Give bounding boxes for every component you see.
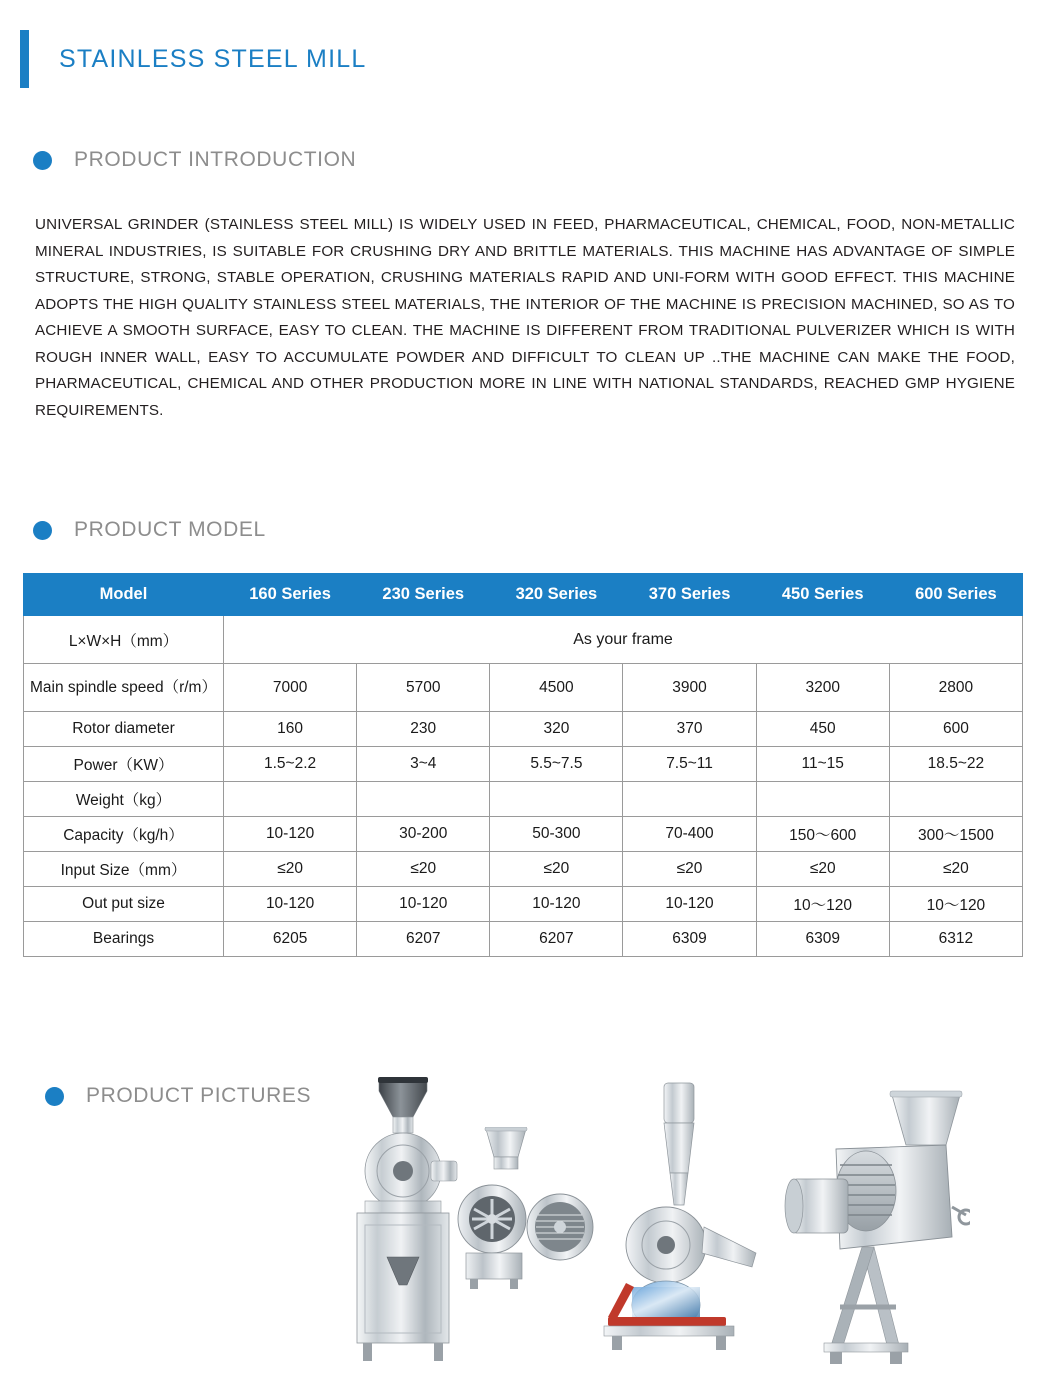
table-cell: 11~15	[756, 747, 889, 782]
section-heading-model	[33, 518, 266, 542]
table-cell: 30-200	[357, 817, 490, 852]
table-cell: 2800	[889, 664, 1022, 712]
table-header-cell: 160 Series	[224, 574, 357, 616]
table-cell: ≤20	[623, 852, 756, 887]
table-row	[24, 664, 1023, 712]
table-header-cell: 230 Series	[357, 574, 490, 616]
bullet-icon	[45, 1087, 64, 1106]
section-title-introduction: PRODUCT INTRODUCTION	[74, 148, 357, 171]
bullet-icon	[33, 521, 52, 540]
table-cell: ≤20	[889, 852, 1022, 887]
table-cell: ≤20	[224, 852, 357, 887]
table-cell: 6205	[224, 922, 357, 957]
table-cell: 6207	[490, 922, 623, 957]
table-row	[24, 817, 1023, 852]
section-heading-pictures	[45, 1084, 311, 1108]
table-cell: 230	[357, 712, 490, 747]
specification-table	[23, 573, 1023, 957]
row-label: Bearings	[24, 922, 224, 957]
page-title: STAINLESS STEEL MILL	[59, 44, 367, 73]
table-cell: ≤20	[357, 852, 490, 887]
table-cell	[224, 782, 357, 817]
table-cell: 7.5~11	[623, 747, 756, 782]
table-cell: 5.5~7.5	[490, 747, 623, 782]
table-cell: 10-120	[490, 887, 623, 922]
table-cell	[357, 782, 490, 817]
table-cell: 320	[490, 712, 623, 747]
table-cell: ≤20	[756, 852, 889, 887]
picture-mill-with-cyclone-duct	[592, 1077, 767, 1367]
table-row	[24, 747, 1023, 782]
table-cell: 50-300	[490, 817, 623, 852]
table-cell: 70-400	[623, 817, 756, 852]
table-cell: 3200	[756, 664, 889, 712]
table-cell: 18.5~22	[889, 747, 1022, 782]
row-label: Main spindle speed（r/m）	[24, 664, 224, 712]
table-cell	[490, 782, 623, 817]
table-cell: 370	[623, 712, 756, 747]
table-cell: 5700	[357, 664, 490, 712]
table-row	[24, 616, 1023, 664]
row-label: L×W×H（mm）	[24, 616, 224, 664]
table-cell: 4500	[490, 664, 623, 712]
table-cell: 6309	[623, 922, 756, 957]
picture-mill-on-tripod-stand	[770, 1087, 970, 1377]
introduction-paragraph: UNIVERSAL GRINDER (STAINLESS STEEL MILL) IS WIDELY USED IN FEED, PHARMACEUTICAL, CHEMICAL, FOOD, NON-METALLIC MINERAL INDUSTRIES, IS SUITABLE FOR CRUSHING DRY AND BRITTLE MATERIALS. THIS MACHINE HAS ADVANTAGE OF SIMPLE STRUCTURE, STRONG, STABLE OPERATION, CRUSHING MATERIALS RAPID AND UNI-FORM WITH GOOD EFFECT. THIS MACHINE ADOPTS THE HIGH QUALITY STAINLESS STEEL MATERIALS, THE INTERIOR OF THE MACHINE IS PRECISION MACHINED, SO AS TO ACHIEVE A SMOOTH SURFACE, EASY TO CLEAN. THE MACHINE IS DIFFERENT FROM TRADITIONAL PULVERIZER WHICH IS WITH ROUGH INNER WALL, EASY TO ACCUMULATE POWDER AND DIFFICULT TO CLEAN UP ..THE MACHINE CAN MAKE THE FOOD, PHARMACEUTICAL, CHEMICAL AND OTHER PRODUCTION MORE IN LINE WITH NATIONAL STANDARDS, REACHED GMP HYGIENE REQUIREMENTS.	[35, 216, 1015, 419]
row-label: Weight（kg）	[24, 782, 224, 817]
bullet-icon	[33, 151, 52, 170]
table-cell: 1.5~2.2	[224, 747, 357, 782]
table-row	[24, 922, 1023, 957]
table-cell: 10-120	[224, 887, 357, 922]
table-header-cell: 320 Series	[490, 574, 623, 616]
specification-table-wrapper	[23, 573, 1023, 957]
table-cell: 10～120	[889, 887, 1022, 922]
table-cell: 150～600	[756, 817, 889, 852]
table-cell: 10～120	[756, 887, 889, 922]
table-cell: 450	[756, 712, 889, 747]
table-row	[24, 887, 1023, 922]
table-cell: 7000	[224, 664, 357, 712]
section-title-model: PRODUCT MODEL	[74, 518, 266, 541]
table-header-cell: 370 Series	[623, 574, 756, 616]
section-heading-introduction	[33, 148, 356, 172]
table-cell: 600	[889, 712, 1022, 747]
section-title-pictures: PRODUCT PICTURES	[86, 1084, 312, 1107]
table-cell: 300～1500	[889, 817, 1022, 852]
table-cell: 160	[224, 712, 357, 747]
table-row	[24, 712, 1023, 747]
title-accent-bar	[20, 30, 29, 88]
table-cell: 6309	[756, 922, 889, 957]
table-cell: 6312	[889, 922, 1022, 957]
table-cell: 3900	[623, 664, 756, 712]
table-row	[24, 852, 1023, 887]
table-header-cell: 450 Series	[756, 574, 889, 616]
row-label: Input Size（mm）	[24, 852, 224, 887]
row-label: Out put size	[24, 887, 224, 922]
row-label: Capacity（kg/h）	[24, 817, 224, 852]
table-header-cell: Model	[24, 574, 224, 616]
table-head	[24, 574, 1023, 616]
page-header	[20, 30, 366, 88]
table-cell	[889, 782, 1022, 817]
table-cell: 10-120	[224, 817, 357, 852]
table-cell: 3~4	[357, 747, 490, 782]
table-cell: 10-120	[623, 887, 756, 922]
table-row	[24, 782, 1023, 817]
row-label: Power（KW）	[24, 747, 224, 782]
picture-rotor-and-screen-parts	[448, 1127, 598, 1307]
table-cell: ≤20	[490, 852, 623, 887]
table-header-cell: 600 Series	[889, 574, 1022, 616]
row-label: Rotor diameter	[24, 712, 224, 747]
product-pictures-group	[330, 1065, 1030, 1365]
table-cell	[623, 782, 756, 817]
table-cell: 6207	[357, 922, 490, 957]
row-merged-value: As your frame	[224, 616, 1023, 664]
table-header-row	[24, 574, 1023, 616]
table-cell: 10-120	[357, 887, 490, 922]
table-cell	[756, 782, 889, 817]
table-body	[24, 616, 1023, 957]
